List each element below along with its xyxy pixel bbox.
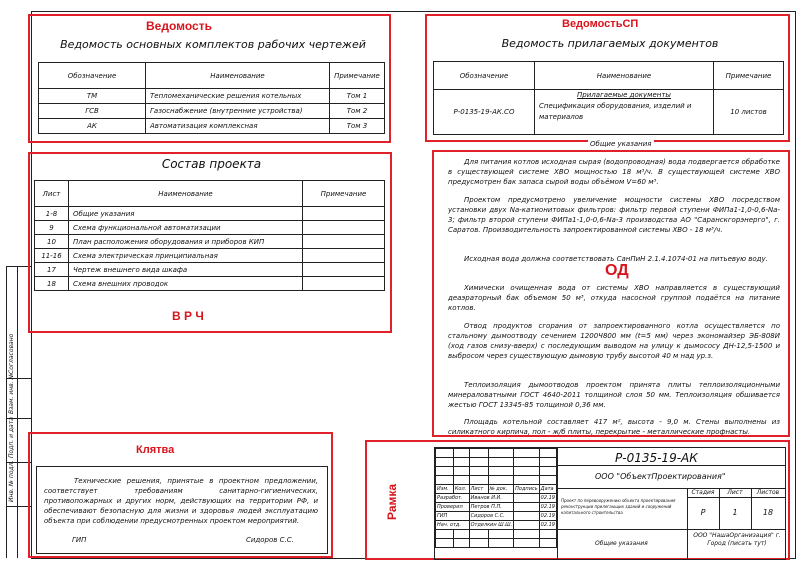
od-label: ОД [605,262,629,279]
vedomost-sp-header-name: Наименование [535,62,714,90]
table-row: ТМ Тепломеханические решения котельных Том 1 [39,89,385,104]
klyatva-signer-role: ГИП [72,536,87,544]
project-description: Проект по перевооружению объекта проектирования реконструкции прилегающих зданий и сооружений капитального строительства [561,498,676,515]
sheets-header: Листов [756,489,780,496]
title-block [434,447,786,560]
table-row: 11-16 Схема электрическая принципиальная [35,249,385,263]
table-row: 18 Схема внешних проводок [35,277,385,291]
vrch-label: В Р Ч [172,309,204,323]
vedomost-sp-header-note: Примечание [714,62,784,90]
od-paragraph: Для питания котлов исходная сырая (водопроводная) вода подвергается обработке в существующей системе ХВО мощностью 18 м³/ч. В существующей системе ХВО предусмотрен бак запаса сырой воды объёмом V=60 м³. [448,158,780,186]
vedomost-header-note: Примечание [330,63,385,89]
sheet-value: 1 [732,508,738,517]
vrch-header-sheet: Лист [35,181,69,207]
vedomost-header-name: Наименование [146,63,330,89]
table-row: Р-0135-19-АК.СО Прилагаемые документы Спецификация оборудования, изделий и материалов 10 листов [434,90,784,135]
ramka-label: Рамка [385,483,399,520]
od-paragraph: Исходная вода должна соответствовать СанПиН 2.1.4.1074-01 на питьевую воду. [464,255,768,263]
table-row: 17 Чертеж внешнего вида шкафа [35,263,385,277]
frame-top-border [31,11,796,12]
sheet-header: Лист [727,489,743,496]
table-row: Нач. отд. Отделкин Ш.Ш. 02.19 [437,522,555,528]
stage-header: Стадия [691,489,715,496]
stamp-agreed: Согласовано [8,333,15,374]
vedomost-sp-label: ВедомостьСП [562,18,639,30]
vedomost-label: Ведомость [146,19,212,33]
od-heading: Общие указания [590,140,652,148]
sheets-value: 18 [762,508,774,517]
vedomost-sp-subheader: Прилагаемые документы [577,91,671,99]
stamp-inventory: Инв. № подл. [8,460,15,502]
vrch-header-note: Примечание [303,181,385,207]
table-row: 9 Схема функциональной автоматизации [35,221,385,235]
vedomost-sp-title: Ведомость прилагаемых документов [501,37,719,50]
klyatva-text: Технические решения, принятые в проектном предложении, соответствует требованиям санитарно-гигиенических, противопожарных и других норм, действующих на территории РФ, и обеспечивают безопасную для жизни и здоровья людей эксплуатацию объекта при соблюдении предусмотренных проектом мероприятий. [44,477,318,525]
stamp-signature-date: Подп. и дата [8,417,15,458]
od-paragraph: Теплоизоляция дымоотводов проектом принята плиты теплоизоляционными минераловатными ГОСТ 4640-2011 толщиной слоя 50 мм. Теплоизоляция обшивается жестью ГОСТ 13345-85 толщиной 0,36 мм. [448,381,780,409]
table-row: АК Автоматизация комплексная Том 3 [39,119,385,134]
klyatva-signer-name: Сидоров С.С. [246,536,294,544]
table-row: Проверил Петров П.П. 02.19 [437,504,555,510]
klyatva-label: Клятва [136,444,175,456]
od-paragraph: Проектом предусмотрено увеличение мощности системы ХВО посредством установки двух Na-катионитовых фильтров: фильтр первой ступени ФИПа1-1,0-0,6-Na-3; фильтр второй ступени ФИПа1-1,0-0,6-Na-3 производства АО "Саранскгорэнерго", г. Саратов. Производительность запроектированной системы ХВО - 18 м³/ч. [448,196,780,234]
vrch-table [34,180,385,291]
table-row: ГСВ Газоснабжение (внутренние устройства) Том 2 [39,104,385,119]
company-name: ООО "НашаОрганизация" г. Город (писать тут) [693,532,781,547]
sheet-name: Общие указания [595,540,648,547]
od-paragraph: Отвод продуктов сгорания от запроектированного котла осуществляется по стальному дымоотводу сечением 1200Ч800 мм (t=5 мм) через экономайзер ЭБ-808И (ход газов снизу-вверх) с последующим выводом на улицу к дымососу ДН-12,5-1500 и выбросом через существующую дымовую трубу высотой 40 м над ур.з. [448,322,780,360]
od-paragraph: Химически очищенная вода от системы ХВО направляется в существующий деаэраторный бак объемом 50 м³, откуда насосной группой подаётся на питание котлов. [448,284,780,312]
document-code: Р-0135-19-АК [615,451,698,465]
vedomost-header-code: Обозначение [39,63,146,89]
org-name: ООО "ОбъектПроектирования" [595,472,726,481]
stage-value: Р [700,508,706,517]
vedomost-sp-header-code: Обозначение [434,62,535,90]
vedomost-title: Ведомость основных комплектов рабочих чертежей [60,38,366,51]
vrch-header-name: Наименование [69,181,303,207]
vedomost-sp-table [433,61,784,135]
table-row: ГИП Сидоров С.С. 02.19 [437,513,555,519]
stamp-replacement: Взам. инв. № [8,373,15,414]
title-block-signatures: Изм. Кол. Лист № док. Подпись Дата Разработ. Иванов И.И. 02.19 Проверил Петров П.П. 02.19 ГИП Сидоров С.С. 02.19 Нач. отд. Отделкин Ш.Ш. 02.19 [435,448,557,548]
vrch-title: Состав проекта [161,157,262,171]
table-row: 10 План расположения оборудования и приборов КИП [35,235,385,249]
vedomost-table [38,62,385,134]
table-row: Разработ. Иванов И.И. 02.19 [437,495,555,501]
od-paragraph: Площадь котельной составляет 417 м², высота - 9,0 м. Стены выполнены из силикатного кирпича, пол - ж/б плиты, перекрытие - металлические профнасты. [448,418,780,436]
frame-right-border [795,11,796,559]
table-row: 1-8 Общие указания [35,207,385,221]
